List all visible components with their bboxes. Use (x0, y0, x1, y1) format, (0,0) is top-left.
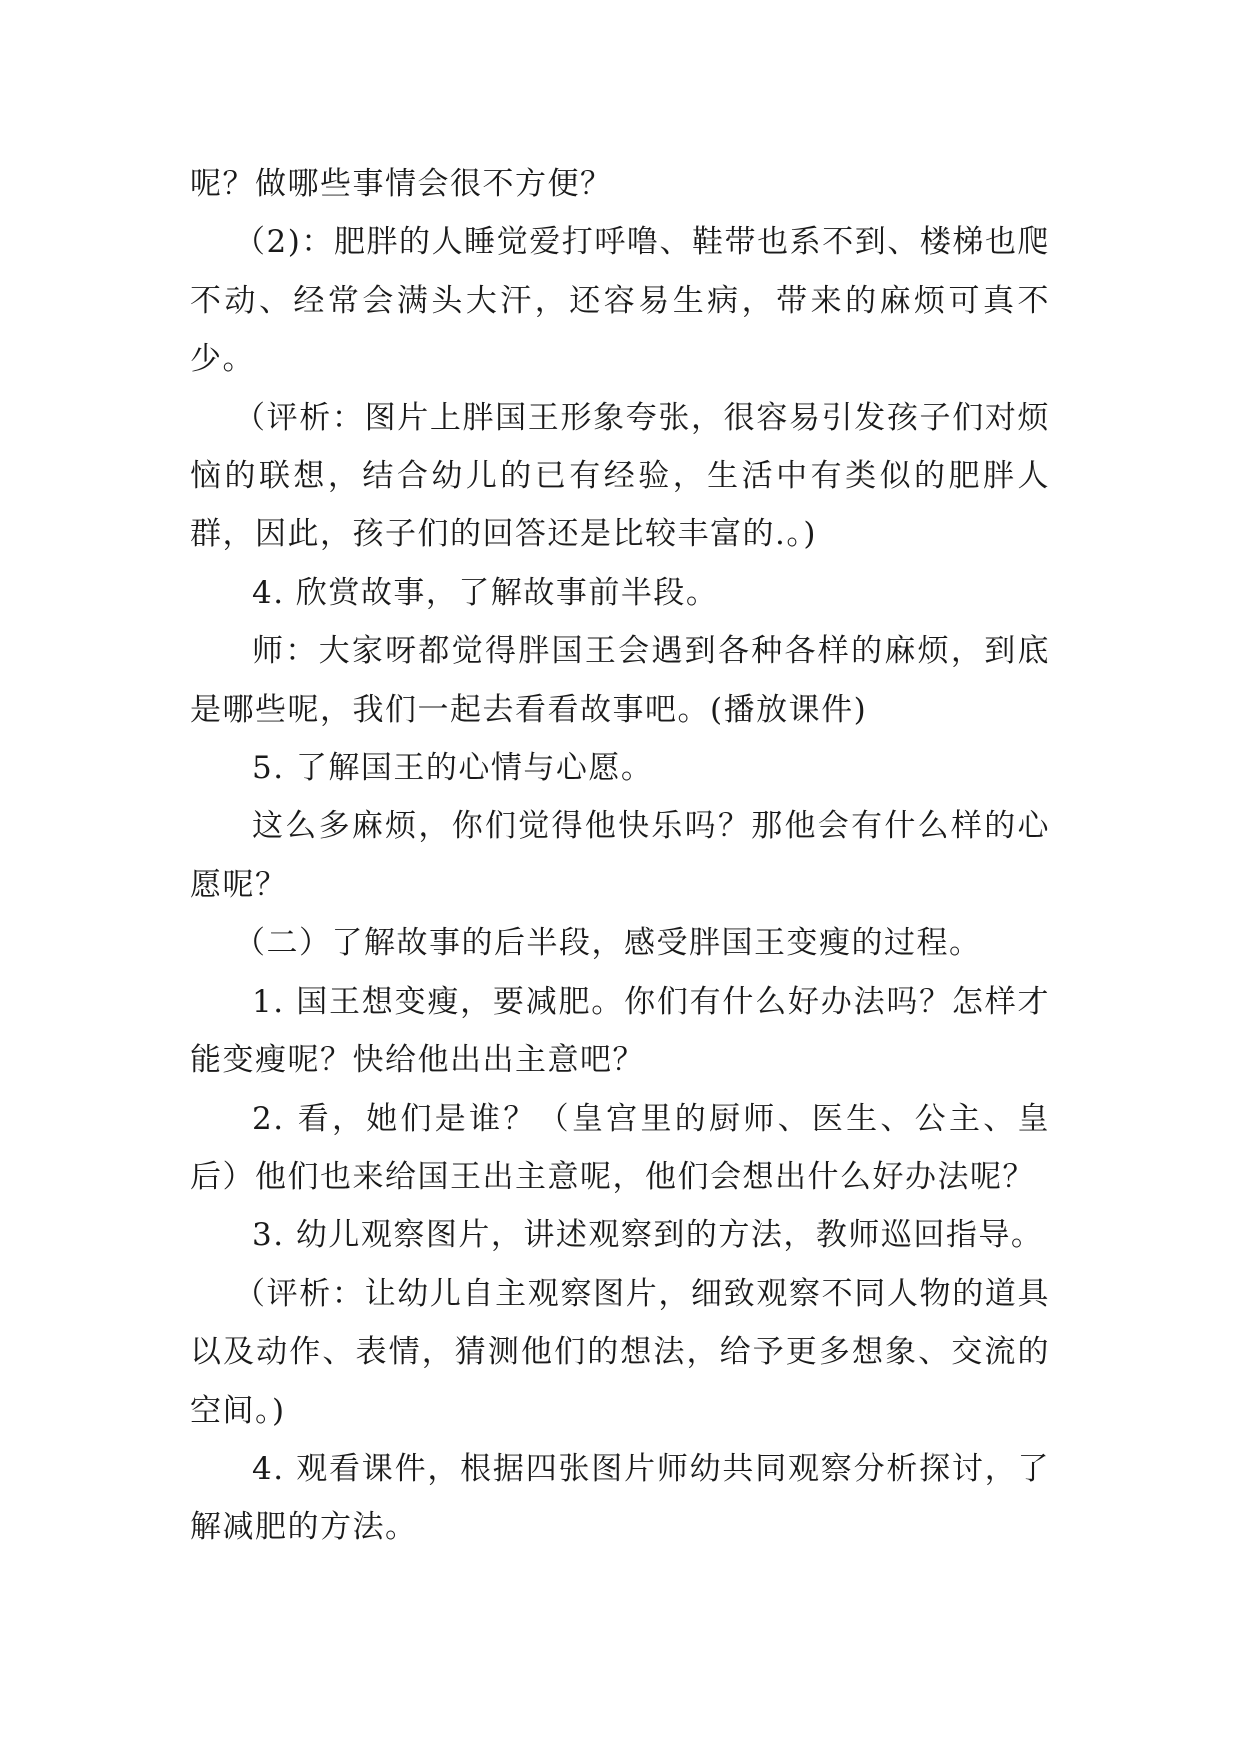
paragraph: （评析：让幼儿自主观察图片，细致观察不同人物的道具以及动作、表情，猜测他们的想法，给予更多想象、交流的空间。) (190, 1275, 1050, 1429)
paragraph: 呢？做哪些事情会很不方便？ (190, 166, 613, 202)
paragraph: 5. 了解国王的心情与心愿。 (252, 750, 654, 787)
paragraph: 4. 欣赏故事，了解故事前半段。 (252, 574, 719, 611)
paragraph: （2)：肥胖的人睡觉爱打呼噜、鞋带也系不到、楼梯也爬不动、经常会满头大汗，还容易生病，带来的麻烦可真不少。 (190, 224, 1050, 378)
paragraph: 这么多麻烦，你们觉得他快乐吗？那他会有什么样的心愿呢？ (190, 808, 1050, 903)
paragraph: 3. 幼儿观察图片，讲述观察到的方法，教师巡回指导。 (252, 1217, 1044, 1254)
paragraph: （二）了解故事的后半段，感受胖国王变瘦的过程。 (234, 925, 982, 962)
paragraph: 师：大家呀都觉得胖国王会遇到各种各样的麻烦，到底是哪些呢，我们一起去看看故事吧。(播放课件) (190, 633, 1050, 728)
paragraph: （评析：图片上胖国王形象夸张，很容易引发孩子们对烦恼的联想，结合幼儿的已有经验，生活中有类似的肥胖人群，因此，孩子们的回答还是比较丰富的.。) (190, 399, 1050, 553)
body-text (190, 155, 1050, 1557)
paragraph: 4. 观看课件，根据四张图片师幼共同观察分析探讨，了解减肥的方法。 (190, 1450, 1050, 1546)
paragraph: 1. 国王想变瘦，要减肥。你们有什么好办法吗？怎样才能变瘦呢？快给他出出主意吧？ (190, 983, 1050, 1079)
paragraph: 2. 看，她们是谁？（皇宫里的厨师、医生、公主、皇后）他们也来给国王出主意呢，他们会想出什么好办法呢？ (190, 1100, 1050, 1195)
